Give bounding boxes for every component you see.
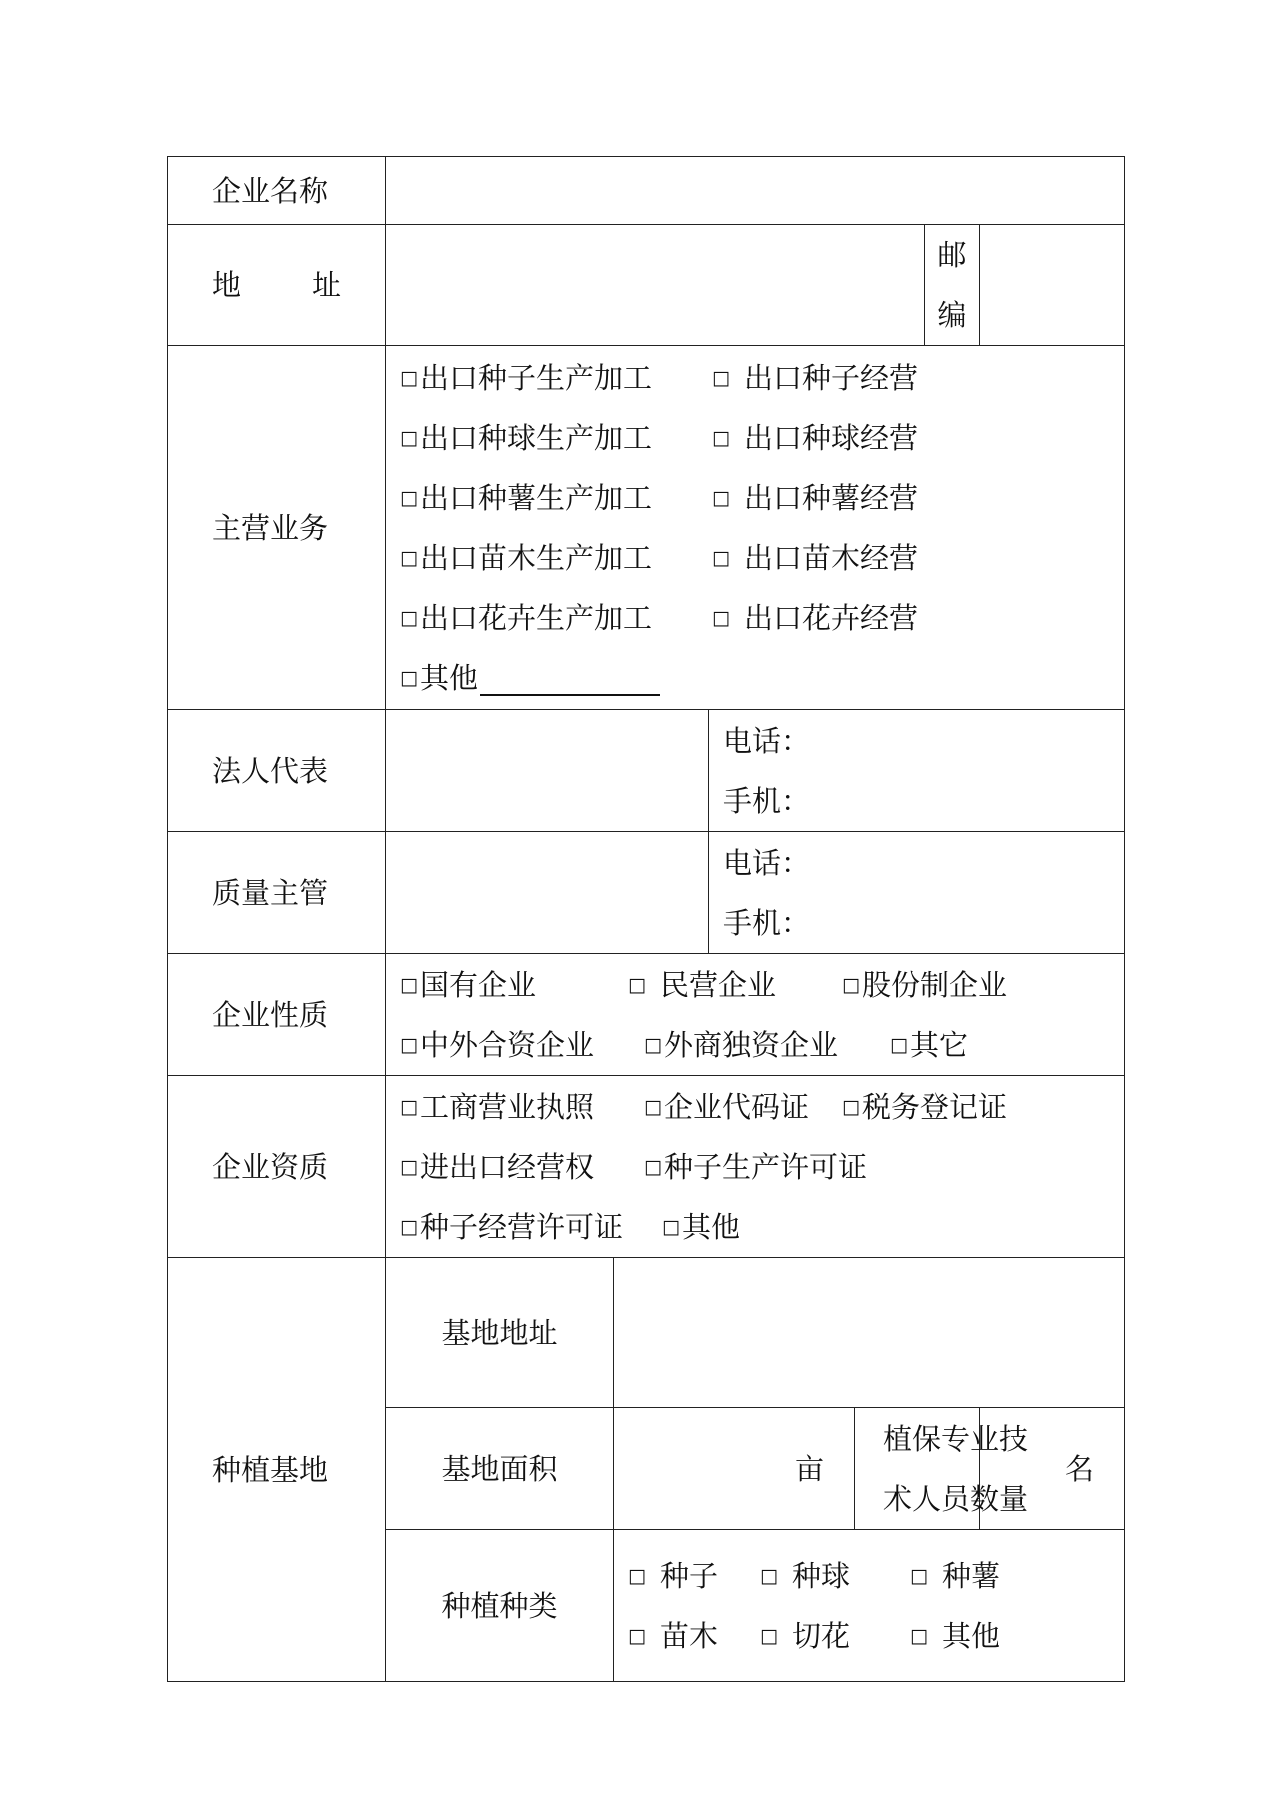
checkbox-icon[interactable]: □	[910, 1624, 928, 1647]
type-option-seedling[interactable]: □ 苗木	[628, 1606, 760, 1666]
checkbox-icon[interactable]: □	[712, 546, 730, 569]
nature-option-private[interactable]: □ 民营企业	[628, 955, 842, 1015]
checkbox-icon[interactable]: □	[400, 1155, 418, 1178]
planting-types-options	[614, 1530, 1125, 1682]
checkbox-icon[interactable]: □	[842, 1095, 860, 1118]
checkbox-icon[interactable]: □	[712, 366, 730, 389]
postal-code-label: 邮编	[925, 225, 980, 346]
company-name-label: 企业名称	[168, 157, 386, 225]
nature-option-foreign-owned[interactable]: □ 外商独资企业	[644, 1015, 890, 1075]
address-label-left: 地	[212, 268, 242, 302]
checkbox-icon[interactable]: □	[712, 486, 730, 509]
qualification-option-import-export[interactable]: □ 进出口经营权	[400, 1137, 644, 1197]
company-name-field[interactable]	[386, 157, 1125, 225]
nature-option-joint-stock[interactable]: □ 股份制企业	[842, 955, 1007, 1015]
qualification-option-business-license[interactable]: □ 工商营业执照	[400, 1077, 644, 1137]
checkbox-icon[interactable]: □	[628, 1624, 646, 1647]
base-area-field[interactable]	[614, 1408, 855, 1530]
business-row-1	[400, 348, 1124, 408]
business-row-other	[400, 648, 1124, 708]
base-area-label: 基地面积	[386, 1408, 614, 1530]
quality-manager-label: 质量主管	[168, 832, 386, 954]
business-option-flower-trade[interactable]: □ 出口花卉经营	[712, 588, 918, 648]
business-option-seed-production[interactable]: □ 出口种子生产加工	[400, 348, 712, 408]
nature-row-1	[400, 955, 1124, 1015]
enterprise-registration-form	[167, 156, 1125, 1682]
business-option-bulb-production[interactable]: □ 出口种球生产加工	[400, 408, 712, 468]
row-legal-rep	[168, 710, 1125, 832]
business-option-flower-production[interactable]: □ 出口花卉生产加工	[400, 588, 712, 648]
checkbox-icon[interactable]: □	[644, 1033, 662, 1056]
business-row-5	[400, 588, 1124, 648]
qualification-label: 企业资质	[168, 1076, 386, 1258]
business-option-seed-trade[interactable]: □ 出口种子经营	[712, 348, 918, 408]
staff-unit: 名	[1065, 1451, 1095, 1486]
legal-rep-mobile[interactable]: 手机：	[723, 783, 811, 818]
checkbox-icon[interactable]: □	[400, 546, 418, 569]
checkbox-icon[interactable]: □	[400, 1215, 418, 1238]
checkbox-icon[interactable]: □	[400, 366, 418, 389]
business-option-other[interactable]: □ 其他	[400, 648, 660, 708]
business-row-2	[400, 408, 1124, 468]
type-option-other[interactable]: □ 其他	[910, 1606, 1000, 1666]
checkbox-icon[interactable]: □	[400, 1095, 418, 1118]
legal-rep-phone[interactable]: 电话：	[723, 723, 811, 758]
business-option-tuber-production[interactable]: □ 出口种薯生产加工	[400, 468, 712, 528]
business-option-bulb-trade[interactable]: □ 出口种球经营	[712, 408, 918, 468]
postal-code-field[interactable]	[980, 225, 1125, 346]
types-row-2	[628, 1606, 1124, 1666]
legal-rep-label: 法人代表	[168, 710, 386, 832]
type-option-tuber[interactable]: □ 种薯	[910, 1546, 1000, 1606]
qualification-option-tax-registration[interactable]: □ 税务登记证	[842, 1077, 1007, 1137]
address-label	[168, 225, 386, 346]
address-label-right: 址	[311, 268, 341, 302]
checkbox-icon[interactable]: □	[628, 1564, 646, 1587]
checkbox-icon[interactable]: □	[662, 1215, 680, 1238]
checkbox-icon[interactable]: □	[400, 486, 418, 509]
checkbox-icon[interactable]: □	[400, 1033, 418, 1056]
legal-rep-field[interactable]	[386, 710, 709, 832]
nature-option-other[interactable]: □ 其它	[890, 1015, 968, 1075]
checkbox-icon[interactable]: □	[644, 1095, 662, 1118]
type-option-seed[interactable]: □ 种子	[628, 1546, 760, 1606]
checkbox-icon[interactable]: □	[760, 1564, 778, 1587]
qualification-row-2	[400, 1137, 1124, 1197]
base-address-label: 基地地址	[386, 1258, 614, 1408]
qualification-option-seed-trade-permit[interactable]: □ 种子经营许可证	[400, 1197, 662, 1257]
other-business-blank[interactable]	[480, 660, 660, 696]
qualification-option-org-code[interactable]: □ 企业代码证	[644, 1077, 842, 1137]
type-option-cut-flower[interactable]: □ 切花	[760, 1606, 910, 1666]
enterprise-nature-options	[386, 954, 1125, 1076]
area-unit: 亩	[794, 1451, 824, 1486]
main-business-options	[386, 346, 1125, 710]
types-row-1	[628, 1546, 1124, 1606]
row-quality-manager	[168, 832, 1125, 954]
checkbox-icon[interactable]: □	[712, 426, 730, 449]
checkbox-icon[interactable]: □	[400, 973, 418, 996]
qualification-option-other[interactable]: □ 其他	[662, 1197, 740, 1257]
base-address-field[interactable]	[614, 1258, 1125, 1408]
checkbox-icon[interactable]: □	[400, 426, 418, 449]
main-business-label: 主营业务	[168, 346, 386, 710]
tech-staff-label-line2: 术人员数量	[883, 1481, 1029, 1516]
enterprise-nature-label: 企业性质	[168, 954, 386, 1076]
quality-manager-field[interactable]	[386, 832, 709, 954]
address-field[interactable]	[386, 225, 925, 346]
business-option-tuber-trade[interactable]: □ 出口种薯经营	[712, 468, 918, 528]
nature-row-2	[400, 1015, 1124, 1075]
tech-staff-label	[855, 1408, 1029, 1530]
qualification-option-seed-production-permit[interactable]: □ 种子生产许可证	[644, 1137, 867, 1197]
checkbox-icon[interactable]: □	[842, 973, 860, 996]
business-row-4	[400, 528, 1124, 588]
legal-rep-contact	[709, 710, 1125, 832]
checkbox-icon[interactable]: □	[400, 606, 418, 629]
business-option-seedling-production[interactable]: □ 出口苗木生产加工	[400, 528, 712, 588]
checkbox-icon[interactable]: □	[890, 1033, 908, 1056]
checkbox-icon[interactable]: □	[760, 1624, 778, 1647]
checkbox-icon[interactable]: □	[644, 1155, 662, 1178]
qualification-row-1	[400, 1077, 1124, 1137]
row-address	[168, 225, 1125, 346]
nature-option-state-owned[interactable]: □ 国有企业	[400, 955, 628, 1015]
quality-manager-contact	[709, 832, 1125, 954]
checkbox-icon[interactable]: □	[400, 666, 418, 689]
planting-types-label: 种植种类	[386, 1530, 614, 1682]
row-qualification	[168, 1076, 1125, 1258]
qualification-row-3	[400, 1197, 1124, 1257]
row-main-business	[168, 346, 1125, 710]
checkbox-icon[interactable]: □	[910, 1564, 928, 1587]
business-row-3	[400, 468, 1124, 528]
quality-manager-phone[interactable]: 电话：	[723, 845, 811, 880]
business-option-seedling-trade[interactable]: □ 出口苗木经营	[712, 528, 918, 588]
row-enterprise-nature	[168, 954, 1125, 1076]
row-company-name	[168, 157, 1125, 225]
planting-base-label: 种植基地	[168, 1258, 386, 1682]
type-option-bulb[interactable]: □ 种球	[760, 1546, 910, 1606]
qualification-options	[386, 1076, 1125, 1258]
quality-manager-mobile[interactable]: 手机：	[723, 905, 811, 940]
nature-option-joint-venture[interactable]: □ 中外合资企业	[400, 1015, 644, 1075]
row-base-address	[168, 1258, 1125, 1408]
tech-staff-label-line1: 植保专业技	[883, 1421, 1029, 1456]
checkbox-icon[interactable]: □	[712, 606, 730, 629]
checkbox-icon[interactable]: □	[628, 973, 646, 996]
